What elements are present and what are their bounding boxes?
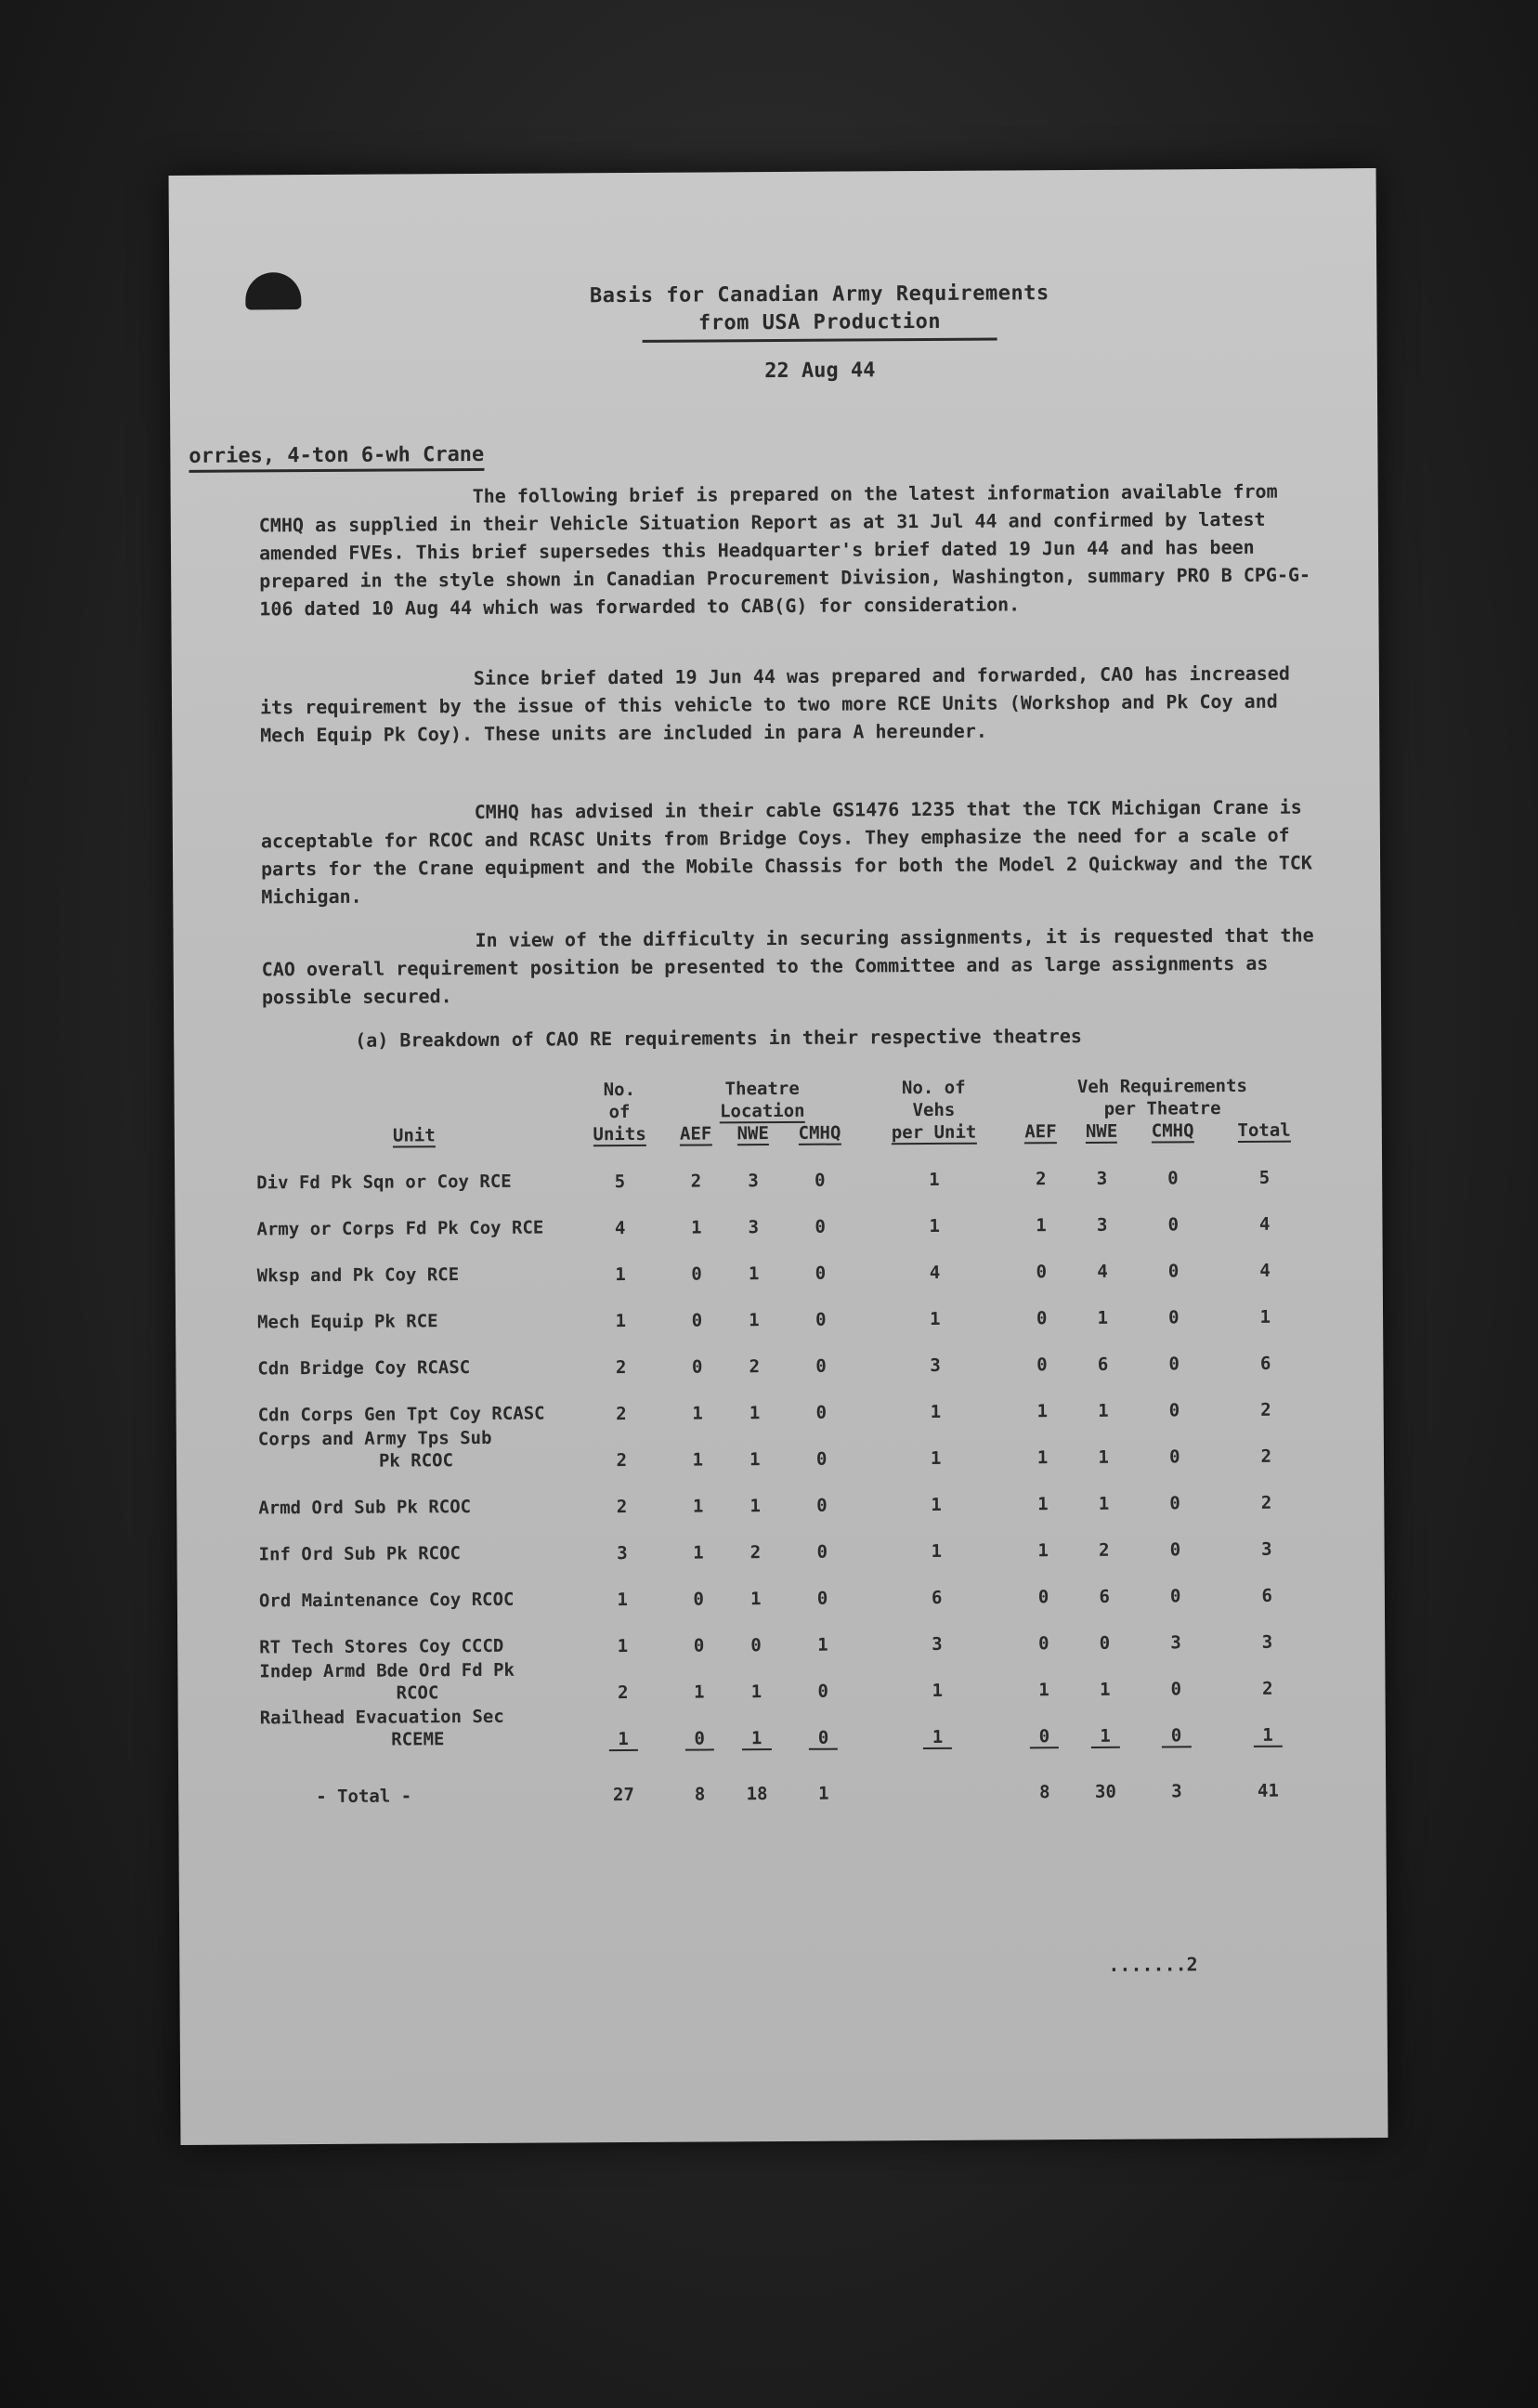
requirements-table: [255, 1074, 1319, 1807]
cell-unit: [258, 1517, 574, 1565]
header-theatre-nwe: NWE: [736, 1123, 769, 1145]
cell-theatre-cmhq: 0: [815, 1309, 827, 1330]
cell-vehs-per-unit: 4: [929, 1262, 941, 1284]
unit-name-line-1: Mech Equip Pk RCE: [257, 1311, 438, 1333]
cell-no-units: 5: [614, 1171, 626, 1193]
header-req-cmhq: CMHQ: [1151, 1120, 1194, 1142]
cell-req-aef: 1: [1036, 1401, 1049, 1422]
table-row: [258, 1512, 1317, 1565]
cell-theatre-nwe: 0: [750, 1635, 762, 1656]
cell-vehs-per-unit: 3: [930, 1354, 941, 1377]
cell-req-total: 3: [1261, 1538, 1272, 1560]
cell-req-nwe: 1: [1098, 1400, 1109, 1421]
unit-name-line-2: Pk RCOC: [378, 1450, 454, 1472]
cell-theatre-nwe: 1: [749, 1589, 762, 1610]
cell-theatre-nwe: 1: [749, 1449, 761, 1471]
unit-name-line-1: Armd Ord Sub Pk RCOC: [258, 1497, 472, 1519]
cell-req-nwe: 3: [1096, 1168, 1108, 1189]
cell-req-aef: 0: [1036, 1262, 1048, 1283]
cell-req-cmhq: 3: [1170, 1632, 1181, 1654]
cell-req-nwe: 1: [1098, 1493, 1110, 1514]
cell-no-units: 2: [616, 1404, 627, 1425]
cell-theatre-aef: 0: [691, 1310, 703, 1331]
cell-unit: [257, 1331, 573, 1380]
cell-req-nwe: 1: [1075, 1700, 1136, 1747]
cell-unit: [256, 1145, 572, 1194]
cell-total-vehs-blank: [862, 1747, 1014, 1803]
cell-req-aef: 1: [1038, 1680, 1049, 1701]
cell-req-cmhq: 0: [1168, 1354, 1180, 1375]
header-no-units-3: Units: [593, 1123, 646, 1145]
cell-theatre-nwe: 1: [749, 1496, 761, 1517]
punch-tab-mark: [245, 272, 301, 309]
unit-name-line-1: Cdn Corps Gen Tpt Coy RCASC: [257, 1403, 545, 1426]
cell-theatre-aef: 0: [671, 1702, 728, 1748]
cell-req-cmhq: 0: [1169, 1493, 1180, 1514]
cell-theatre-aef: 0: [693, 1635, 705, 1656]
cell-vehs-per-unit: 1: [930, 1447, 942, 1470]
header-vehs-2: Vehs: [912, 1099, 956, 1121]
cell-total-req-cmhq: 3: [1171, 1781, 1182, 1802]
unit-name-line-1: Ord Maintenance Coy RCOC: [258, 1589, 515, 1612]
paragraph-1: The following brief is prepared on the latest information available from CMHQ as supplied in their Vehicle Situation Report as at 31 Jul 44 and confirmed by latest amended FVEs. This brief supersedes this Headquarter's brief dated 19 Jun 44 and has been prepared in the style shown in Canadian Procurement Division, Washington, summary PRO B CPG-G-106 dated 10 Aug 44 which was forwarded to CAB(G) for consideration.: [258, 479, 1311, 621]
table-row: [258, 1466, 1317, 1519]
cell-req-aef: 0: [1036, 1354, 1048, 1376]
header-vehs-3: per Unit: [891, 1121, 977, 1144]
title-line-2: from USA Production: [643, 308, 997, 343]
cell-req-total: 4: [1258, 1213, 1271, 1235]
cell-vehs-per-unit: 1: [931, 1494, 942, 1516]
table-row: [259, 1559, 1318, 1612]
cell-req-nwe: 1: [1098, 1446, 1110, 1468]
cell-req-nwe: 3: [1096, 1214, 1108, 1236]
cell-unit: [258, 1471, 574, 1519]
cell-req-total: 6: [1259, 1353, 1271, 1374]
header-unit: Unit: [392, 1125, 436, 1146]
cell-theatre-cmhq: 0: [817, 1681, 828, 1702]
cell-total-theatre-nwe: 18: [746, 1784, 768, 1805]
cell-theatre-nwe: 1: [728, 1702, 786, 1748]
cell-req-aef: 1: [1037, 1540, 1049, 1562]
cell-no-units: 3: [617, 1543, 628, 1564]
cell-theatre-aef: 1: [692, 1449, 704, 1471]
cell-theatre-cmhq: 0: [816, 1495, 828, 1516]
cell-req-nwe: 2: [1099, 1539, 1110, 1561]
unit-name-line-1: Inf Ord Sub Pk RCOC: [258, 1543, 462, 1565]
cell-no-units: 1: [615, 1311, 627, 1332]
cell-total-label: - Total -: [316, 1786, 412, 1808]
cell-unit: [256, 1192, 572, 1240]
cell-req-nwe: 4: [1097, 1261, 1108, 1282]
paragraph-3: CMHQ has advised in their cable GS1476 1235 that the TCK Michigan Crane is acceptable for RCOC and RCASC Units from Bridge Coys. They emphasize the need for a scale of parts for the Crane equipment and the Mobile Chassis for both the Model 2 Quickway and the TCK Michigan.: [260, 795, 1313, 909]
cell-theatre-nwe: 3: [748, 1171, 759, 1192]
subject-heading: orries, 4-ton 6-wh Crane: [189, 443, 484, 473]
cell-theatre-cmhq: 0: [815, 1263, 827, 1284]
cell-req-cmhq: 0: [1170, 1679, 1182, 1700]
table-row: [257, 1280, 1316, 1333]
cell-total-no-units: 27: [612, 1784, 634, 1806]
cell-req-total: 2: [1260, 1446, 1272, 1467]
table-row: [258, 1420, 1317, 1472]
paragraph-4: In view of the difficulty in securing assignments, it is requested that the CAO overall requirement position be presented to the Committee and as large assignments as possible secured.: [261, 923, 1314, 1009]
continuation-mark: .......2: [1108, 1953, 1198, 1976]
table-row: [257, 1373, 1316, 1426]
cell-theatre-aef: 0: [691, 1356, 703, 1378]
cell-no-units: 2: [616, 1450, 628, 1472]
header-req-nwe: NWE: [1085, 1120, 1118, 1142]
unit-name-line-1: Army or Corps Fd Pk Coy RCE: [256, 1217, 544, 1240]
cell-unit: [259, 1656, 575, 1705]
unit-name-line-2: RCOC: [396, 1682, 439, 1704]
cell-req-total: 2: [1261, 1678, 1273, 1699]
cell-req-nwe: 6: [1099, 1586, 1110, 1607]
unit-name-line-1: Wksp and Pk Coy RCE: [256, 1264, 460, 1287]
cell-req-aef: 1: [1036, 1215, 1047, 1237]
cell-no-units: 4: [614, 1218, 626, 1239]
cell-no-units: 2: [618, 1682, 629, 1704]
cell-theatre-nwe: 2: [749, 1542, 762, 1564]
cell-req-aef: 1: [1036, 1447, 1049, 1469]
cell-theatre-cmhq: 0: [785, 1701, 861, 1748]
cell-total-theatre-aef: 8: [694, 1784, 706, 1805]
cell-vehs-per-unit: 1: [932, 1680, 944, 1701]
cell-vehs-per-unit: 1: [930, 1401, 942, 1423]
cell-vehs-per-unit: 1: [930, 1308, 941, 1330]
cell-req-nwe: 1: [1099, 1679, 1111, 1700]
cell-theatre-aef: 1: [693, 1542, 704, 1564]
unit-name-line-1: RT Tech Stores Coy CCCD: [259, 1635, 504, 1658]
cell-no-units: 1: [617, 1635, 629, 1657]
cell-no-units: 1: [615, 1264, 626, 1286]
cell-vehs-per-unit: 1: [861, 1700, 1013, 1747]
cell-req-total: 5: [1258, 1167, 1271, 1188]
cell-unit: [259, 1564, 575, 1612]
cell-unit: [257, 1285, 573, 1333]
cell-req-cmhq: 0: [1168, 1400, 1180, 1421]
cell-theatre-cmhq: 0: [815, 1355, 827, 1377]
cell-theatre-nwe: 1: [749, 1403, 761, 1424]
header-veh-req-1: Veh Requirements: [1076, 1075, 1248, 1098]
cell-req-total: 1: [1217, 1698, 1319, 1746]
header-veh-req-2: per Theatre: [1103, 1098, 1221, 1119]
cell-total-req-aef: 8: [1038, 1782, 1050, 1803]
cell-theatre-cmhq: 0: [815, 1170, 826, 1191]
cell-req-aef: 0: [1013, 1700, 1075, 1747]
table-total-row: [260, 1745, 1319, 1807]
cell-vehs-per-unit: 1: [929, 1215, 940, 1237]
cell-req-cmhq: 0: [1167, 1214, 1180, 1236]
unit-name-line-1: Indep Armd Bde Ord Fd Pk: [259, 1659, 515, 1682]
cell-req-cmhq: 0: [1168, 1307, 1180, 1328]
cell-no-units: 1: [617, 1589, 628, 1611]
header-no-units-1: No.: [603, 1079, 636, 1101]
header-vehs-1: No. of: [901, 1077, 966, 1099]
cell-theatre-aef: 1: [692, 1403, 703, 1424]
cell-theatre-nwe: 2: [749, 1356, 761, 1378]
cell-theatre-aef: 2: [690, 1171, 702, 1192]
cell-vehs-per-unit: 1: [929, 1169, 940, 1191]
subsection-a-heading: (a) Breakdown of CAO RE requirements in their respective theatres: [355, 1025, 1082, 1052]
cell-unit: [259, 1610, 575, 1658]
cell-req-nwe: 0: [1099, 1632, 1111, 1654]
unit-name-line-1: Corps and Army Tps Sub: [257, 1427, 492, 1450]
unit-name-line-2: RCEME: [391, 1729, 445, 1750]
table-row: [259, 1605, 1318, 1658]
cell-total-req-nwe: 30: [1094, 1781, 1116, 1802]
table-row: [257, 1327, 1316, 1380]
cell-theatre-aef: 1: [694, 1682, 705, 1703]
cell-req-aef: 0: [1036, 1308, 1048, 1329]
header-theatre-cmhq: CMHQ: [798, 1122, 841, 1144]
unit-name-line-1: Railhead Evacuation Sec: [259, 1706, 504, 1729]
cell-unit: [257, 1238, 573, 1287]
cell-vehs-per-unit: 3: [932, 1633, 943, 1656]
cell-req-nwe: 1: [1097, 1307, 1109, 1328]
cell-unit: [258, 1424, 574, 1472]
table-row: [260, 1698, 1319, 1751]
cell-req-aef: 1: [1037, 1494, 1049, 1515]
cell-req-aef: 0: [1037, 1587, 1049, 1608]
document-page: [169, 168, 1388, 2145]
cell-theatre-nwe: 1: [749, 1310, 760, 1331]
cell-theatre-aef: 0: [691, 1263, 702, 1285]
title-line-1: Basis for Canadian Army Requirements: [589, 281, 1049, 308]
cell-theatre-nwe: 1: [750, 1682, 762, 1703]
cell-theatre-nwe: 1: [748, 1263, 760, 1285]
header-theatre-aef: AEF: [679, 1123, 712, 1145]
cell-theatre-nwe: 3: [748, 1217, 760, 1238]
table-body: [256, 1141, 1319, 1807]
cell-req-aef: 2: [1035, 1169, 1047, 1190]
cell-req-cmhq: 0: [1136, 1699, 1218, 1747]
cell-vehs-per-unit: 6: [931, 1587, 943, 1609]
cell-req-cmhq: 0: [1169, 1586, 1181, 1607]
cell-req-cmhq: 0: [1167, 1261, 1180, 1282]
unit-name-line-1: Cdn Bridge Coy RCASC: [257, 1357, 471, 1380]
cell-req-total: 3: [1261, 1631, 1273, 1653]
cell-theatre-cmhq: 0: [816, 1588, 828, 1609]
document-date: 22 Aug 44: [764, 359, 876, 384]
header-req-total: Total: [1237, 1119, 1291, 1141]
cell-req-nwe: 6: [1097, 1354, 1109, 1375]
cell-theatre-aef: 1: [692, 1496, 704, 1517]
cell-req-cmhq: 0: [1168, 1446, 1180, 1468]
header-no-units-2: of: [608, 1101, 631, 1123]
cell-theatre-cmhq: 0: [816, 1541, 828, 1563]
cell-req-total: 2: [1260, 1399, 1271, 1420]
header-theatre-1: Theatre: [724, 1078, 800, 1100]
cell-req-total: 1: [1259, 1306, 1271, 1328]
table-row: [259, 1652, 1318, 1705]
unit-name-line-1: Div Fd Pk Sqn or Coy RCE: [256, 1171, 512, 1194]
cell-theatre-cmhq: 0: [815, 1402, 828, 1423]
document-title: [448, 279, 1191, 344]
cell-unit: [260, 1703, 576, 1751]
header-theatre-2: Location: [720, 1100, 805, 1122]
cell-req-cmhq: 0: [1167, 1168, 1179, 1189]
cell-theatre-aef: 0: [693, 1589, 705, 1610]
paragraph-2: Since brief dated 19 Jun 44 was prepared and forwarded, CAO has increased its requirement by the issue of this vehicle to two more RCE Units (Workshop and Pk Coy and Mech Equip Pk Coy). These units are included in para A hereunder.: [259, 661, 1290, 747]
cell-theatre-cmhq: 0: [815, 1216, 826, 1237]
cell-req-total: 6: [1261, 1585, 1272, 1606]
cell-no-units: 2: [616, 1497, 628, 1518]
cell-theatre-cmhq: 0: [815, 1448, 828, 1470]
cell-total-theatre-cmhq: 1: [818, 1783, 829, 1804]
cell-req-total: 2: [1260, 1492, 1272, 1513]
cell-no-units: 1: [576, 1703, 671, 1750]
cell-theatre-aef: 1: [691, 1217, 702, 1238]
table-row: [257, 1234, 1316, 1287]
cell-theatre-cmhq: 1: [817, 1634, 828, 1656]
cell-unit: [257, 1378, 573, 1426]
cell-no-units: 2: [615, 1357, 627, 1379]
header-req-aef: AEF: [1024, 1121, 1057, 1143]
cell-req-total: 4: [1259, 1260, 1271, 1281]
cell-vehs-per-unit: 1: [931, 1540, 943, 1563]
table-row: [256, 1187, 1315, 1240]
cell-req-cmhq: 0: [1169, 1539, 1181, 1561]
table-row: [256, 1141, 1315, 1194]
cell-total-req-total: 41: [1257, 1780, 1279, 1801]
cell-req-aef: 0: [1038, 1633, 1049, 1655]
